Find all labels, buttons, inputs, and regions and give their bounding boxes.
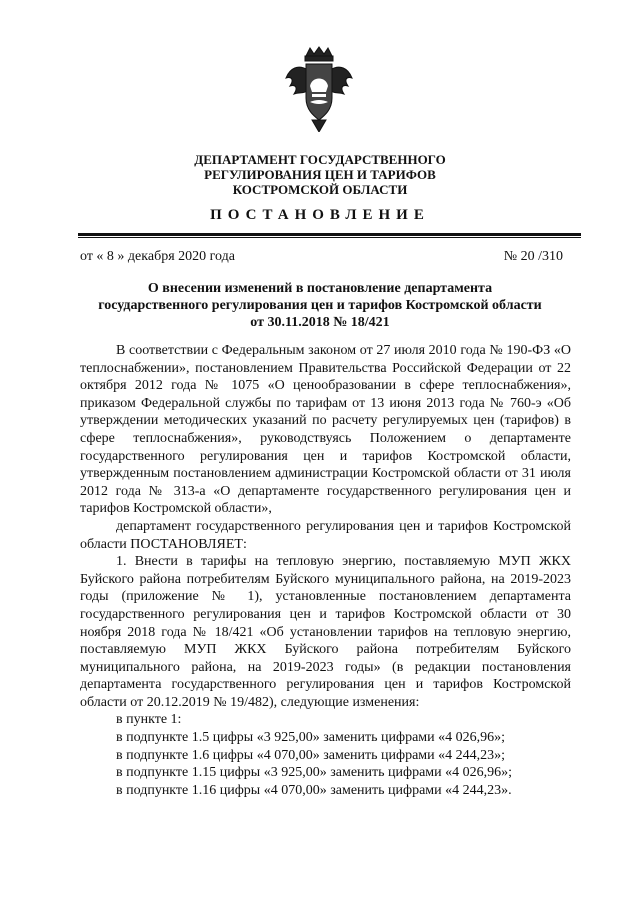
department-name-line: КОСТРОМСКОЙ ОБЛАСТИ: [232, 182, 408, 197]
document-date: от « 8 » декабря 2020 года: [80, 249, 235, 264]
document-number: № 20 /310: [503, 249, 563, 264]
body-paragraph-resolves: департамент государственного регулирования цен и тарифов Костромской области ПОСТАНОВЛЯЕТ:: [80, 518, 571, 552]
header-rule-thin: [78, 237, 581, 238]
sub-item: в подпункте 1.16 цифры «4 070,00» заменить цифрами «4 244,23».: [116, 782, 512, 798]
subject-line: государственного регулирования цен и тарифов Костромской области: [98, 298, 542, 313]
body-paragraph-preamble: В соответствии с Федеральным законом от 27 июля 2010 года № 190-ФЗ «О теплоснабжении», постановлением Правительства Российской Федерации от 22 октября 2012 года № 1075 «О ценообразовании в сфере теплоснабжения», приказом Федеральной службы по тарифам от 13 июня 2013 года № 760-э «Об утверждении методических указаний по расчету регулируемых цен (тарифов) в сфере теплоснабжения», руководствуясь Положением о департаменте государственного регулирования цен и тарифов Костромской области, утвержденным постановлением администрации Костромской области от 31 июля 2012 года № 313-а «О департаменте государственного регулирования цен и тарифов Костромской области»,: [80, 343, 571, 517]
coat-of-arms-icon: [284, 46, 354, 132]
subject-line: от 30.11.2018 № 18/421: [250, 315, 390, 330]
department-name-line: ДЕПАРТАМЕНТ ГОСУДАРСТВЕННОГО: [194, 152, 446, 167]
document-type-title: ПОСТАНОВЛЕНИЕ: [210, 207, 430, 223]
date-number-line: [80, 249, 563, 265]
document-body: [80, 342, 571, 799]
department-name: [0, 152, 640, 197]
sub-item: в подпункте 1.5 цифры «3 925,00» заменить цифрами «4 026,96»;: [116, 730, 506, 746]
sub-item: в подпункте 1.15 цифры «3 925,00» заменить цифрами «4 026,96»;: [116, 765, 513, 781]
document-subject: [0, 280, 640, 331]
subject-line: О внесении изменений в постановление департамента: [147, 281, 493, 296]
sub-item: в пункте 1:: [116, 712, 182, 728]
sub-item: в подпункте 1.6 цифры «4 070,00» заменить цифрами «4 244,23»;: [116, 747, 506, 763]
department-name-line: РЕГУЛИРОВАНИЯ ЦЕН И ТАРИФОВ: [204, 167, 436, 182]
header-rule-thick: [78, 233, 581, 236]
body-paragraph-item-1: 1. Внести в тарифы на тепловую энергию, поставляемую МУП ЖКХ Буйского района потребителям Буйского муниципального района, на 2019-2023 годы (приложение № 1), установленные постановлением департамента государственного регулирования цен и тарифов Костромской области от 30 ноября 2018 года № 18/421 «Об установлении тарифов на тепловую энергию, поставляемую МУП ЖКХ Буйского района потребителям Буйского муниципального района, на 2019-2023 годы» (в редакции постановления департамента государственного регулирования цен и тарифов Костромской области от 20.12.2019 № 19/482), следующие изменения:: [80, 554, 571, 710]
